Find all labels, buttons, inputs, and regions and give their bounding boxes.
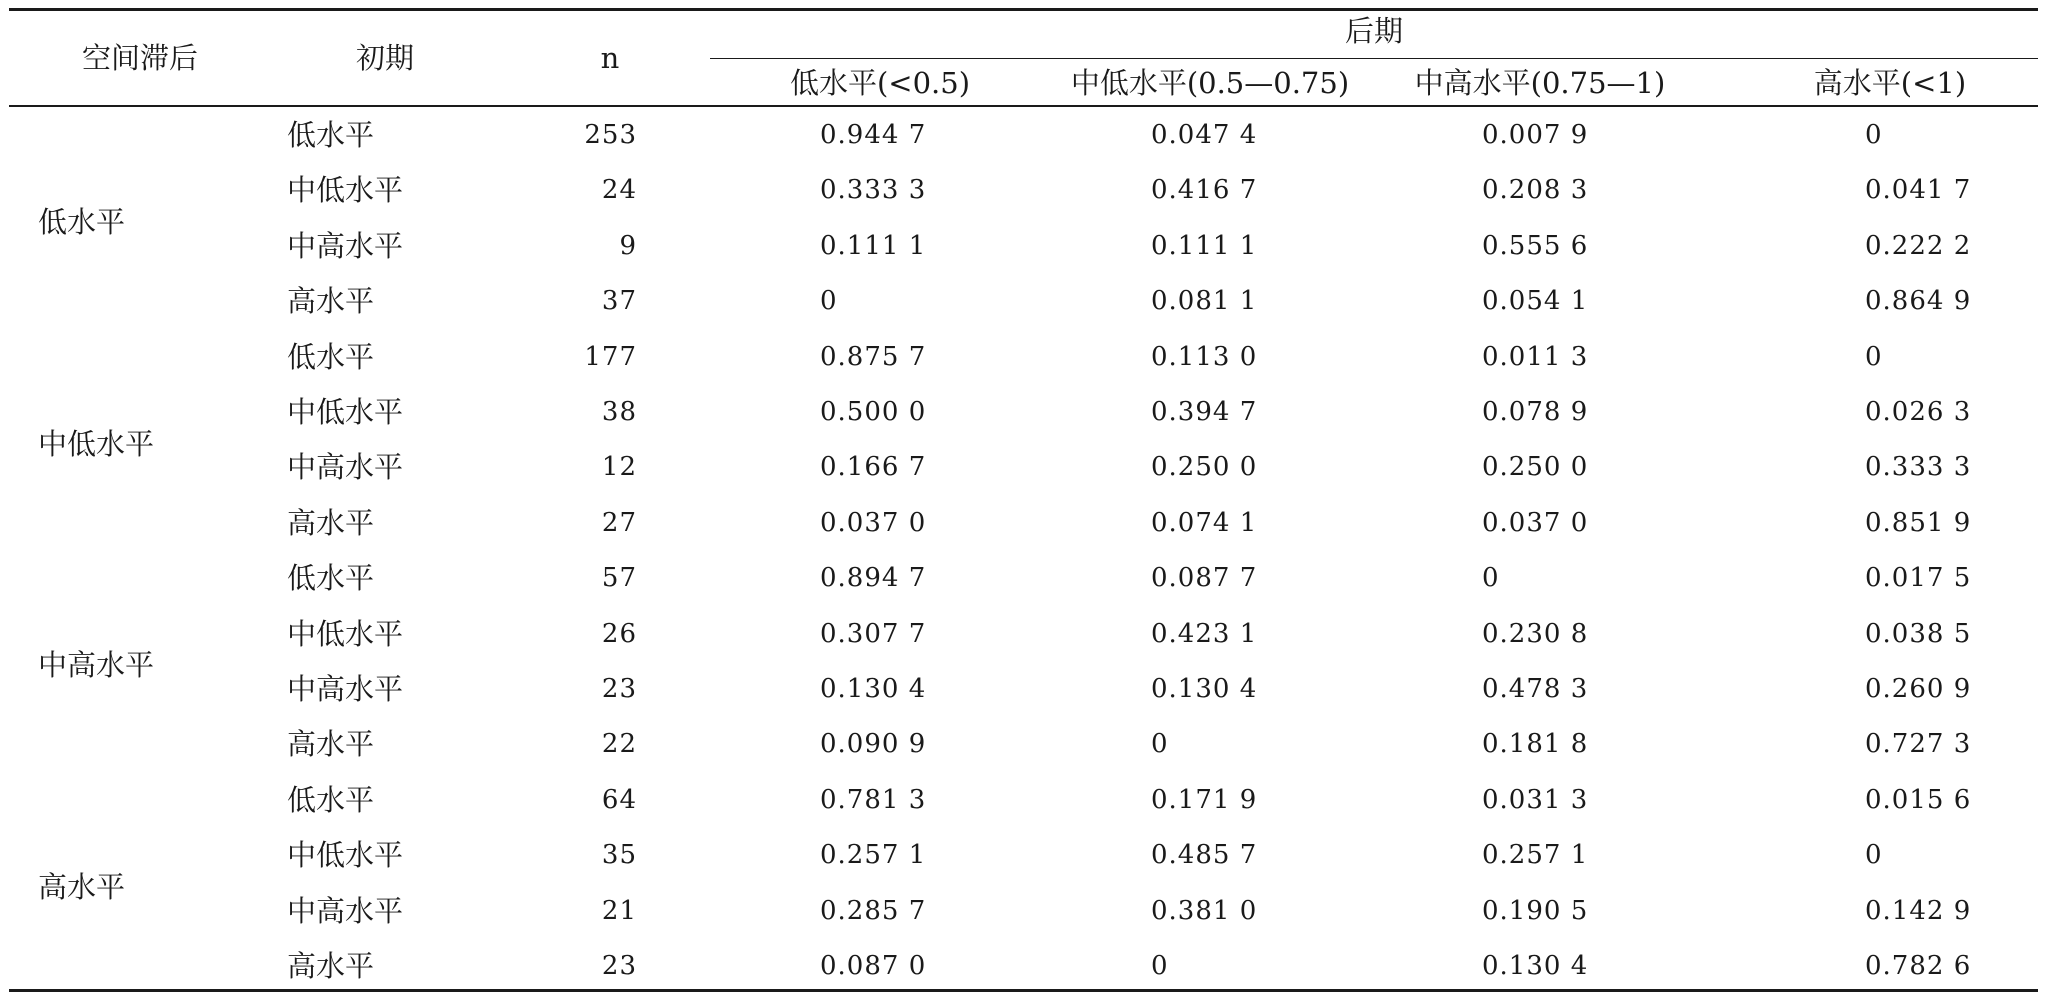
value-cell: 0.081 1: [1151, 286, 1258, 317]
bottom-rule: [9, 989, 2038, 992]
value-cell: 0.038 5: [1865, 618, 1972, 649]
n-cell: 64: [601, 784, 637, 815]
value-cell: 0.047 4: [1151, 120, 1258, 150]
value-cell: 0.555 6: [1482, 230, 1589, 261]
header-col-mid-high: 中高水平(0.75—1): [1414, 66, 1666, 100]
initial-cell: 高水平: [287, 949, 375, 983]
value-cell: 0.166 7: [820, 452, 927, 483]
initial-cell: 高水平: [287, 505, 375, 540]
value-cell: 0: [1865, 840, 1883, 871]
header-col-mid-low: 中低水平(0.5—0.75): [1070, 66, 1350, 100]
value-cell: 0.011 3: [1482, 341, 1589, 372]
value-cell: 0.307 7: [820, 618, 927, 649]
value-cell: 0.041 7: [1865, 175, 1972, 206]
n-cell: 23: [601, 674, 637, 704]
later-subheader-rule: [710, 58, 2038, 59]
initial-cell: 中高水平: [287, 450, 404, 485]
value-cell: 0.130 4: [1482, 951, 1589, 981]
value-cell: 0.250 0: [1482, 452, 1589, 483]
header-rule: [9, 105, 2038, 107]
n-cell: 37: [601, 286, 637, 317]
initial-cell: 中高水平: [287, 672, 404, 706]
value-cell: 0.037 0: [1482, 507, 1589, 538]
value-cell: 0.944 7: [820, 120, 927, 150]
value-cell: 0.257 1: [820, 840, 927, 871]
value-cell: 0: [820, 286, 838, 317]
value-cell: 0.037 0: [820, 507, 927, 538]
initial-cell: 中低水平: [287, 616, 404, 651]
n-cell: 177: [584, 341, 637, 372]
n-cell: 22: [601, 729, 637, 760]
value-cell: 0.416 7: [1151, 175, 1258, 206]
value-cell: 0.190 5: [1482, 895, 1589, 926]
group-label: 低水平: [38, 205, 126, 240]
group-label: 中低水平: [38, 426, 155, 461]
value-cell: 0.222 2: [1865, 230, 1972, 261]
value-cell: 0.394 7: [1151, 397, 1258, 427]
n-cell: 21: [601, 895, 637, 926]
value-cell: 0: [1151, 729, 1169, 760]
header-later: 后期: [1344, 14, 1403, 48]
value-cell: 0.111 1: [1151, 230, 1258, 261]
value-cell: 0.130 4: [1151, 674, 1258, 704]
value-cell: 0.851 9: [1865, 507, 1972, 538]
value-cell: 0: [1865, 120, 1883, 150]
group-label: 高水平: [38, 869, 126, 904]
value-cell: 0.054 1: [1482, 286, 1589, 317]
value-cell: 0.333 3: [1865, 452, 1972, 483]
n-cell: 27: [601, 507, 637, 538]
n-cell: 23: [601, 951, 637, 981]
initial-cell: 中低水平: [287, 838, 404, 873]
initial-cell: 中高水平: [287, 228, 404, 263]
initial-cell: 低水平: [287, 339, 375, 374]
n-cell: 24: [601, 175, 637, 206]
initial-cell: 低水平: [287, 782, 375, 817]
header-n: n: [600, 41, 620, 75]
value-cell: 0.171 9: [1151, 784, 1258, 815]
value-cell: 0.894 7: [820, 563, 927, 594]
n-cell: 35: [601, 840, 637, 871]
header-initial: 初期: [355, 41, 414, 75]
header-col-low: 低水平(<0.5): [789, 66, 971, 100]
value-cell: 0: [1865, 341, 1883, 372]
value-cell: 0.074 1: [1151, 507, 1258, 538]
value-cell: 0.230 8: [1482, 618, 1589, 649]
value-cell: 0.500 0: [820, 397, 927, 427]
n-cell: 12: [601, 452, 637, 483]
header-col-high: 高水平(<1): [1813, 66, 1967, 100]
value-cell: 0.864 9: [1865, 286, 1972, 317]
value-cell: 0.250 0: [1151, 452, 1258, 483]
value-cell: 0.087 0: [820, 951, 927, 981]
n-cell: 26: [601, 618, 637, 649]
value-cell: 0.111 1: [820, 230, 927, 261]
value-cell: 0.181 8: [1482, 729, 1589, 760]
value-cell: 0.257 1: [1482, 840, 1589, 871]
value-cell: 0.007 9: [1482, 120, 1589, 150]
value-cell: 0.782 6: [1865, 951, 1972, 981]
initial-cell: 低水平: [287, 118, 375, 152]
n-cell: 9: [619, 230, 637, 261]
value-cell: 0.727 3: [1865, 729, 1972, 760]
value-cell: 0.031 3: [1482, 784, 1589, 815]
value-cell: 0.381 0: [1151, 895, 1258, 926]
value-cell: 0.017 5: [1865, 563, 1972, 594]
value-cell: 0.087 7: [1151, 563, 1258, 594]
group-label: 中高水平: [38, 648, 155, 683]
initial-cell: 高水平: [287, 284, 375, 319]
initial-cell: 低水平: [287, 561, 375, 596]
value-cell: 0.090 9: [820, 729, 927, 760]
n-cell: 253: [584, 120, 637, 150]
value-cell: 0.142 9: [1865, 895, 1972, 926]
value-cell: 0: [1482, 563, 1500, 594]
value-cell: 0.026 3: [1865, 397, 1972, 427]
value-cell: 0.781 3: [820, 784, 927, 815]
initial-cell: 中低水平: [287, 395, 404, 429]
n-cell: 57: [601, 563, 637, 594]
initial-cell: 中高水平: [287, 893, 404, 928]
value-cell: 0.333 3: [820, 175, 927, 206]
n-cell: 38: [601, 397, 637, 427]
value-cell: 0.285 7: [820, 895, 927, 926]
initial-cell: 中低水平: [287, 173, 404, 208]
header-spatial-lag: 空间滞后: [81, 41, 198, 75]
value-cell: 0.485 7: [1151, 840, 1258, 871]
value-cell: 0.078 9: [1482, 397, 1589, 427]
value-cell: 0.015 6: [1865, 784, 1972, 815]
value-cell: 0.260 9: [1865, 674, 1972, 704]
value-cell: 0.130 4: [820, 674, 927, 704]
value-cell: 0: [1151, 951, 1169, 981]
value-cell: 0.478 3: [1482, 674, 1589, 704]
value-cell: 0.208 3: [1482, 175, 1589, 206]
initial-cell: 高水平: [287, 727, 375, 762]
value-cell: 0.113 0: [1151, 341, 1258, 372]
top-rule: [9, 8, 2038, 11]
value-cell: 0.875 7: [820, 341, 927, 372]
value-cell: 0.423 1: [1151, 618, 1258, 649]
